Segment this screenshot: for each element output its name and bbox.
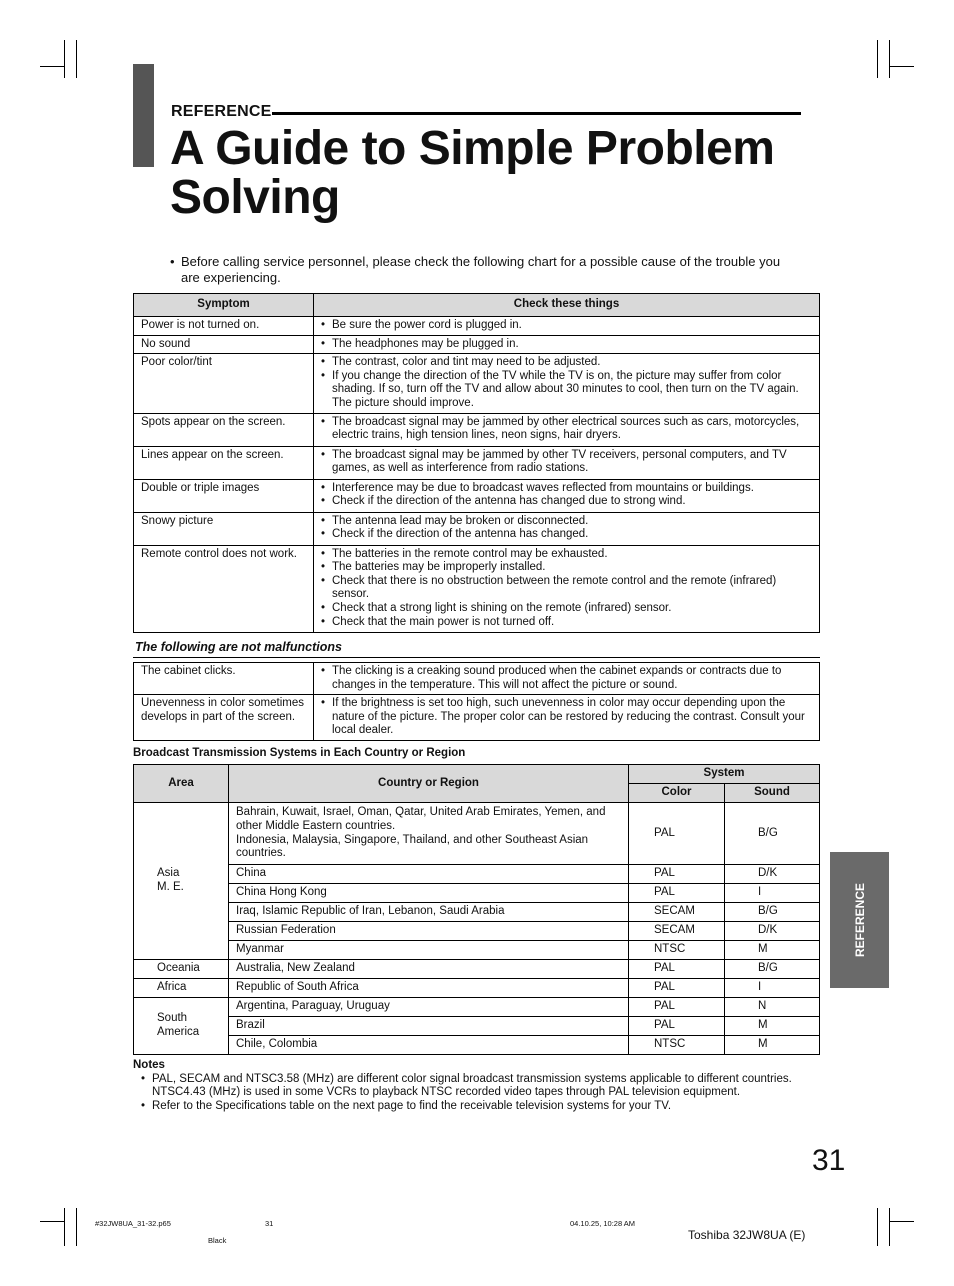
country-cell: Chile, Colombia	[229, 1036, 629, 1055]
intro-text: Before calling service personnel, please check the following chart for a possible cause of the trouble you are experiencing.	[181, 254, 781, 285]
table-row	[134, 960, 820, 979]
crop-mark	[64, 1208, 65, 1246]
check-list	[321, 548, 812, 630]
crop-mark	[40, 1221, 64, 1222]
section-bar	[133, 64, 154, 167]
check-list	[321, 416, 812, 443]
crop-mark	[40, 66, 64, 67]
check-item: • Check if the direction of the antenna has changed.	[321, 528, 812, 542]
check-item: • Check that there is no obstruction between the remote control and the remote (infrared) sensor.	[321, 575, 812, 602]
sound-cell: I	[725, 979, 820, 998]
symptom-cell: Double or triple images	[134, 479, 314, 512]
col-header-color: Color	[629, 784, 725, 803]
country-cell: Republic of South Africa	[229, 979, 629, 998]
table-row	[134, 884, 820, 903]
item-cell: The cabinet clicks.	[134, 663, 314, 695]
area-cell: Asia M. E.	[134, 803, 229, 960]
sound-cell: M	[725, 1036, 820, 1055]
country-cell: China Hong Kong	[229, 884, 629, 903]
sound-cell: I	[725, 884, 820, 903]
symptom-cell: Power is not turned on.	[134, 317, 314, 336]
crop-mark	[890, 66, 914, 67]
table-row	[134, 998, 820, 1017]
broadcast-heading: Broadcast Transmission Systems in Each Country or Region	[133, 747, 466, 759]
not-malfunctions-table	[133, 662, 820, 741]
col-header-symptom: Symptom	[134, 294, 314, 317]
crop-mark	[890, 1221, 914, 1222]
crop-mark	[76, 1208, 77, 1246]
crop-mark	[889, 40, 890, 78]
check-list	[321, 319, 812, 333]
color-cell: PAL	[629, 998, 725, 1017]
not-malfunctions-heading: The following are not malfunctions	[135, 640, 342, 654]
explanation-cell	[314, 695, 820, 741]
color-cell: SECAM	[629, 903, 725, 922]
footer-ink: Black	[208, 1236, 227, 1245]
check-cell	[314, 479, 820, 512]
explanation-item: • The clicking is a creaking sound produced when the cabinet expands or contracts due to changes in the temperature. This will not affect the picture or sound.	[321, 665, 812, 692]
check-cell	[314, 317, 820, 336]
notes-heading: Notes	[133, 1059, 165, 1071]
note-item: • Refer to the Specifications table on the next page to find the receivable television systems for your TV.	[141, 1100, 823, 1114]
color-cell: NTSC	[629, 1036, 725, 1055]
page-number: 31	[812, 1144, 846, 1177]
symptom-cell: Spots appear on the screen.	[134, 413, 314, 446]
area-cell: Oceania	[134, 960, 229, 979]
color-cell: PAL	[629, 803, 725, 865]
page-title: A Guide to Simple Problem Solving	[170, 122, 775, 224]
check-item: • The contrast, color and tint may need to be adjusted.	[321, 356, 812, 370]
table-row	[134, 922, 820, 941]
table-row	[134, 512, 820, 545]
country-cell: Bahrain, Kuwait, Israel, Oman, Qatar, United Arab Emirates, Yemen, and other Middle Eastern countries. Indonesia, Malaysia, Singapore, Thailand, and other Southeast Asian countries.	[229, 803, 629, 865]
country-cell: Russian Federation	[229, 922, 629, 941]
check-cell	[314, 335, 820, 354]
check-item: • Interference may be due to broadcast waves reflected from mountains or buildings.	[321, 482, 812, 496]
col-header-system: System	[629, 765, 820, 784]
table-row	[134, 1036, 820, 1055]
check-item: • The headphones may be plugged in.	[321, 338, 812, 352]
color-cell: PAL	[629, 865, 725, 884]
crop-mark	[64, 40, 65, 78]
sound-cell: M	[725, 941, 820, 960]
col-header-check: Check these things	[314, 294, 820, 317]
table-row	[134, 545, 820, 632]
sound-cell: D/K	[725, 922, 820, 941]
table-row	[134, 354, 820, 413]
reference-side-tab	[830, 852, 889, 988]
symptom-cell: No sound	[134, 335, 314, 354]
sound-cell: N	[725, 998, 820, 1017]
table-row	[134, 695, 820, 741]
country-cell: Iraq, Islamic Republic of Iran, Lebanon, Saudi Arabia	[229, 903, 629, 922]
country-cell: Australia, New Zealand	[229, 960, 629, 979]
side-tab-label: REFERENCE	[852, 882, 867, 958]
col-header-country: Country or Region	[229, 765, 629, 803]
table-row	[134, 979, 820, 998]
area-cell: Africa	[134, 979, 229, 998]
footer-page: 31	[265, 1219, 274, 1228]
table-row	[134, 1017, 820, 1036]
crop-mark	[877, 1208, 878, 1246]
check-item: • Check if the direction of the antenna has changed due to strong wind.	[321, 495, 812, 509]
explanation-list	[321, 665, 812, 692]
table-row	[134, 663, 820, 695]
heading-rule	[133, 657, 820, 658]
note-item: • PAL, SECAM and NTSC3.58 (MHz) are different color signal broadcast transmission systems applicable to different countries. NTSC4.43 (MHz) is used in some VCRs to playback NTSC recorded video tapes through PAL television equipment.	[141, 1073, 823, 1100]
check-cell	[314, 545, 820, 632]
country-cell: Myanmar	[229, 941, 629, 960]
symptom-cell: Remote control does not work.	[134, 545, 314, 632]
check-item: • The antenna lead may be broken or disconnected.	[321, 515, 812, 529]
col-header-area: Area	[134, 765, 229, 803]
symptom-cell: Snowy picture	[134, 512, 314, 545]
symptom-cell: Lines appear on the screen.	[134, 446, 314, 479]
table-row	[134, 941, 820, 960]
sound-cell: B/G	[725, 903, 820, 922]
explanation-item: • If the brightness is set too high, such unevenness in color may occur depending upon the nature of the picture. The proper color can be restored by reducing the contrast. Consult your local dealer.	[321, 697, 812, 738]
broadcast-table	[133, 764, 820, 1055]
table-row	[134, 317, 820, 336]
country-cell: Brazil	[229, 1017, 629, 1036]
sound-cell: B/G	[725, 803, 820, 865]
check-list	[321, 482, 812, 509]
check-item: • Check that the main power is not turned off.	[321, 616, 812, 630]
intro-paragraph: • Before calling service personnel, please check the following chart for a possible cause of the trouble you are experiencing.	[170, 254, 790, 286]
check-cell	[314, 413, 820, 446]
country-cell: Argentina, Paraguay, Uruguay	[229, 998, 629, 1017]
problem-table	[133, 293, 820, 633]
color-cell: PAL	[629, 884, 725, 903]
check-cell	[314, 512, 820, 545]
check-item: • Be sure the power cord is plugged in.	[321, 319, 812, 333]
color-cell: SECAM	[629, 922, 725, 941]
check-item: • Check that a strong light is shining on the remote (infrared) sensor.	[321, 602, 812, 616]
section-rule	[272, 112, 801, 115]
check-list	[321, 449, 812, 476]
check-item: • The batteries in the remote control may be exhausted.	[321, 548, 812, 562]
table-row	[134, 903, 820, 922]
notes-list	[141, 1073, 823, 1114]
symptom-cell: Poor color/tint	[134, 354, 314, 413]
item-cell: Unevenness in color sometimes develops in part of the screen.	[134, 695, 314, 741]
check-list	[321, 515, 812, 542]
color-cell: PAL	[629, 960, 725, 979]
check-cell	[314, 354, 820, 413]
table-row	[134, 446, 820, 479]
footer-date: 04.10.25, 10:28 AM	[570, 1219, 636, 1228]
crop-mark	[76, 40, 77, 78]
notes-section	[133, 1059, 823, 1113]
table-row	[134, 803, 820, 865]
col-header-sound: Sound	[725, 784, 820, 803]
footer-file: #32JW8UA_31-32.p65	[95, 1219, 171, 1228]
check-cell	[314, 446, 820, 479]
table-row	[134, 335, 820, 354]
color-cell: NTSC	[629, 941, 725, 960]
check-item: • The broadcast signal may be jammed by other TV receivers, personal computers, and TV games, as well as interference from radio stations.	[321, 449, 812, 476]
table-row	[134, 865, 820, 884]
check-item: • The broadcast signal may be jammed by other electrical sources such as cars, motorcycles, electric trains, high tension lines, neon signs, hair dryers.	[321, 416, 812, 443]
check-list	[321, 356, 812, 410]
sound-cell: D/K	[725, 865, 820, 884]
color-cell: PAL	[629, 1017, 725, 1036]
section-label: REFERENCE	[171, 103, 272, 120]
country-cell: China	[229, 865, 629, 884]
crop-mark	[877, 40, 878, 78]
color-cell: PAL	[629, 979, 725, 998]
crop-mark	[889, 1208, 890, 1246]
check-list	[321, 338, 812, 352]
area-cell: South America	[134, 998, 229, 1055]
explanation-list	[321, 697, 812, 738]
check-item: • The batteries may be improperly installed.	[321, 561, 812, 575]
table-row	[134, 479, 820, 512]
check-item: • If you change the direction of the TV while the TV is on, the picture may suffer from color shading. If so, turn off the TV and allow about 30 minutes to cool, then turn on the TV again. The picture should improve.	[321, 370, 812, 411]
explanation-cell	[314, 663, 820, 695]
table-row	[134, 413, 820, 446]
sound-cell: B/G	[725, 960, 820, 979]
sound-cell: M	[725, 1017, 820, 1036]
footer-brand: Toshiba 32JW8UA (E)	[688, 1228, 806, 1242]
